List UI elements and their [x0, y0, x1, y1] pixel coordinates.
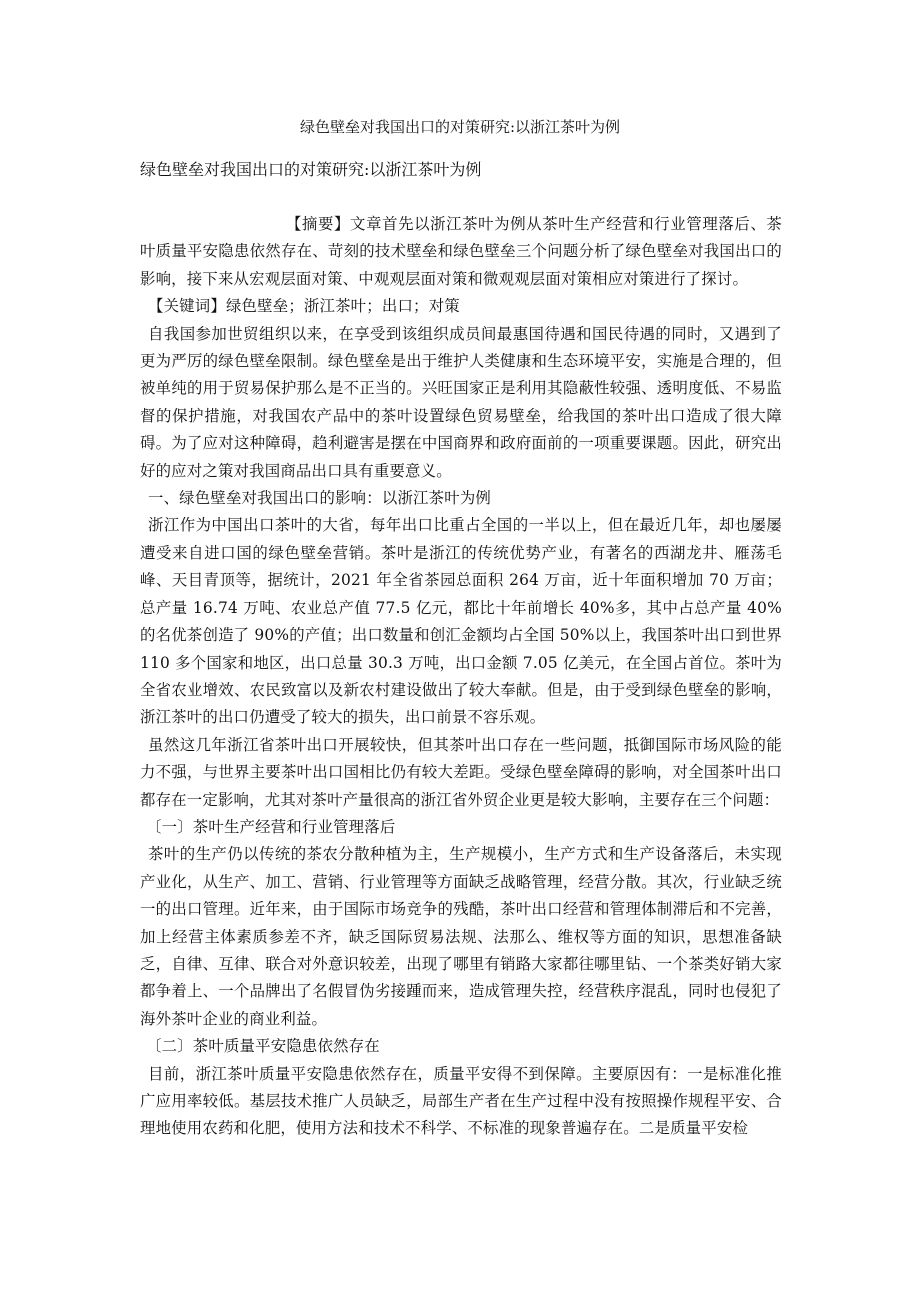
abstract-paragraph: 【摘要】文章首先以浙江茶叶为例从茶叶生产经营和行业管理落后、茶叶质量平安隐患依然存在、苛刻的技术壁垒和绿色壁垒三个问题分析了绿色壁垒对我国出口的影响，接下来从宏观层面对策、中观观层面对策和微观观层面对策相应对策进行了探讨。 [140, 215, 782, 288]
document-title: 绿色壁垒对我国出口的对策研究:以浙江茶叶为例 [299, 118, 621, 136]
document-body [140, 211, 782, 1143]
intro-paragraph: 自我国参加世贸组织以来，在享受到该组织成员间最惠国待遇和国民待遇的同时，又遇到了更为严厉的绿色壁垒限制。绿色壁垒是出于维护人类健康和生态环境平安，实施是合理的，但被单纯的用于贸易保护那么是不正当的。兴旺国家正是利用其隐蔽性较强、透明度低、不易监督的保护措施，对我国农产品中的茶叶设置绿色贸易壁垒，给我国的茶叶出口造成了很大障碍。为了应对这种障碍，趋利避害是摆在中国商界和政府面前的一项重要课题。因此，研究出好的应对之策对我国商品出口具有重要意义。 [140, 324, 782, 480]
keywords-line: 【关键词】绿色壁垒；浙江茶叶；出口；对策 [148, 297, 460, 316]
section1-heading: 一、绿色壁垒对我国出口的影响：以浙江茶叶为例 [148, 489, 491, 508]
subsection2-paragraph: 目前，浙江茶叶质量平安隐患依然存在，质量平安得不到保障。主要原因有：一是标准化推广应用率较低。基层技术推广人员缺乏，局部生产者在生产过程中没有按照操作规程平安、合理地使用农药和化肥，使用方法和技术不科学、不标准的现象普遍存在。二是质量平安检 [140, 1064, 782, 1138]
document-subtitle: 绿色壁垒对我国出口的对策研究:以浙江茶叶为例 [140, 160, 482, 179]
section1-paragraph-2: 虽然这几年浙江省茶叶出口开展较快，但其茶叶出口存在一些问题，抵御国际市场风险的能力不强，与世界主要茶叶出口国相比仍有较大差距。受绿色壁垒障碍的影响，对全国茶叶出口都存在一定影响，尤其对茶叶产量很高的浙江省外贸企业更是较大影响，主要存在三个问题： [140, 735, 782, 809]
subsection2-heading: 〔二〕茶叶质量平安隐患依然存在 [146, 1037, 380, 1056]
subsection1-paragraph: 茶叶的生产仍以传统的茶农分散种植为主，生产规模小，生产方式和生产设备落后，未实现产业化，从生产、加工、营销、行业管理等方面缺乏战略管理，经营分散。其次，行业缺乏统一的出口管理。近年来，由于国际市场竞争的残酷，茶叶出口经营和管理体制滞后和不完善，加上经营主体素质参差不齐，缺乏国际贸易法规、法那么、维权等方面的知识，思想准备缺乏，自律、互律、联合对外意识较差，出现了哪里有销路大家都往哪里钻、一个茶类好销大家都争着上、一个品牌出了名假冒伪劣接踵而来，造成管理失控，经营秩序混乱，同时也侵犯了海外茶叶企业的商业利益。 [140, 845, 782, 1028]
subsection1-heading: 〔一〕茶叶生产经营和行业管理落后 [146, 817, 396, 836]
section1-paragraph-1: 浙江作为中国出口茶叶的大省，每年出口比重占全国的一半以上，但在最近几年，却也屡屡遭受来自进口国的绿色壁垒营销。茶叶是浙江的传统优势产业，有著名的西湖龙井、雁荡毛峰、天目青顶等，据统计，2021 年全省茶园总面积 264 万亩，近十年面积增加 70 万亩；总产量 16.74 万吨、农业总产值 77.5 亿元，都比十年前增长 40%多，其中占总产量 40%的名优茶创造了 90%的产值；出口数量和创汇金额均占全国 50%以上，我国茶叶出口到世界 110 多个国家和地区，出口总量 30.3 万吨，出口金额 7.05 亿美元，在全国占首位。茶叶为全省农业增效、农民致富以及新农村建设做出了较大奉献。但是，由于受到绿色壁垒的影响，浙江茶叶的出口仍遭受了较大的损失，出口前景不容乐观。 [140, 516, 782, 727]
